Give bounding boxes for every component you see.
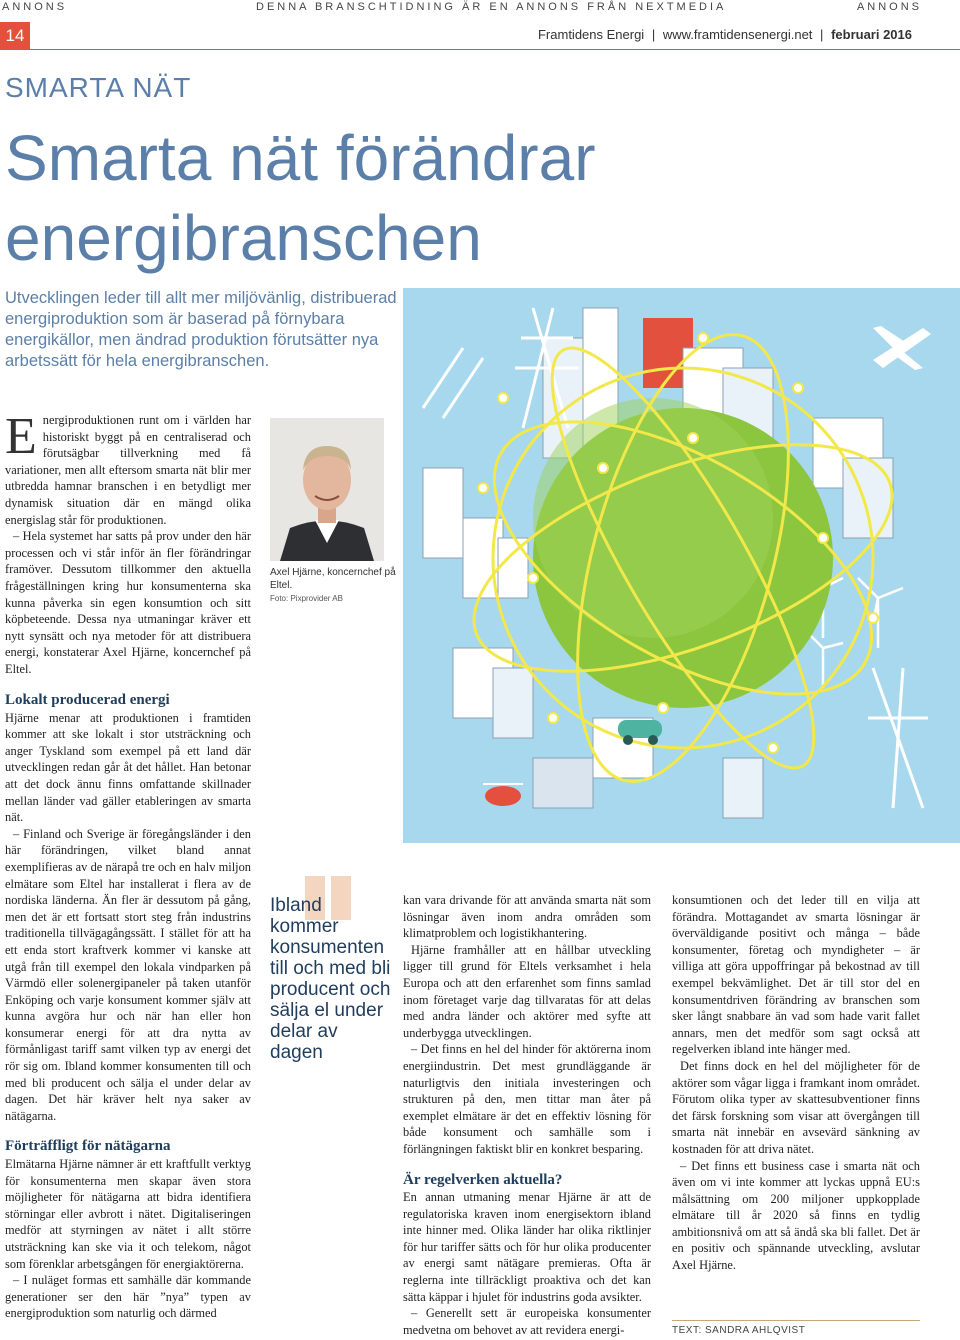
- ingress: Utvecklingen leder till allt mer miljövänlig, distribuerad energiproduktion som är baserad på förnybara energikällor, men ändrad produktion förutsätter nya arbetssätt för hela energibranschen.: [5, 289, 397, 370]
- paragraph: – I nuläget formas ett samhälle där kommande generationer ser den här ”nya” typen av energiproduktion som naturlig och därmed: [5, 1273, 251, 1321]
- smart-grid-illustration: [403, 288, 960, 843]
- paragraph: – Hela systemet har satts på prov under den här processen och vi står inför än fler förändringar framöver. Dessutom tillkommer den aktuella frågeställningen kring hur konsumenterna ska kunna påverka sin egen konsumtion och sitt köpbeteende. Dessa nya utmaningar kräver ett nytt synsätt och nya metoder för att distribuera energi, konstaterar Axel Hjärne, koncernchef på Eltel.: [5, 529, 251, 676]
- globe-illustration: [403, 288, 960, 843]
- subheading: Är regelverken aktuella?: [403, 1171, 563, 1188]
- page-header: [0, 22, 960, 50]
- paragraph: – Finland och Sverige är föregångsländer i den här förändringen, vilket bland annat exemplifieras av de närapå tre och en halv miljon elmätare som Eltel har installerat i flera av de nordiska länderna. Än fler är dessutom på gång, men det är ett fortsatt stort steg från industrins traditionella tillvägagångssätt. I stället för att ha ett enda stort kraftverk kommer vi kanske att utgå från till exempel den lokala vindparken på Värmdö eller solenergipaneler på taken utanför Enköping och varje konsument kommer själv att kunna avgöra hur och när han eller hon konsumerar energi för att dra nytta av förmånligast tariff samt vilken typ av energi det rör sig om. Ibland kommer konsumenten till och med bli producent och sälja el under delar av dagen. Det här kräver helt nya saker av nätägarna.: [5, 826, 251, 1123]
- headline: [5, 118, 705, 278]
- publication-website[interactable]: www.framtidensenergi.net: [662, 27, 813, 42]
- publication-name: Framtidens Energi: [537, 27, 645, 42]
- advert-notice: DENNA BRANSCHTIDNING ÄR EN ANNONS FRÅN NEXTMEDIA: [256, 1, 727, 13]
- subheading: Lokalt producerad energi: [5, 692, 170, 708]
- photo-credit: Foto: Pixprovider AB: [270, 594, 343, 603]
- issue-date: februari 2016: [831, 27, 912, 42]
- paragraph: kan vara drivande för att använda smarta nät som lösningar även inom andra områden som klimatproblem och logistikhantering.: [403, 893, 651, 941]
- publication-meta: [538, 27, 912, 42]
- page-number: 14: [0, 22, 30, 50]
- section-label: SMARTA NÄT: [5, 72, 192, 103]
- meta-separator: |: [820, 27, 824, 42]
- caption-text: Axel Hjärne, koncernchef på Eltel.: [270, 567, 396, 591]
- advert-banner: [0, 0, 960, 18]
- dropcap: E: [5, 408, 37, 465]
- header-rule: [30, 49, 960, 50]
- portrait-photo: [270, 418, 384, 561]
- advert-label-left: ANNONS: [2, 1, 68, 13]
- article-column-4: [672, 892, 920, 1274]
- article-column-1: [5, 692, 251, 1322]
- meta-separator: |: [651, 27, 656, 42]
- headline-line-1: Smarta nät förändrar: [5, 122, 596, 194]
- paragraph: Hjärne framhåller att en hållbar utveckling ligger till grund för Eltels verksamhet i hela Europa och att den erfarenhet som finns samlad inom företaget varje dag tillvaratas för att delas med andra länder och aktörer med syfte att underbygga utvecklingen.: [403, 942, 651, 1040]
- paragraph: Det finns dock en hel del möjligheter för de aktörer som vågar ligga i framkant inom området. Förutom olika typer av skattesubventioner finns det färsk forskning som visar att övergången till smarta nät innebär en avsevärd sänkning av kostnaden för att driva nätet.: [672, 1058, 920, 1156]
- byline: TEXT: SANDRA AHLQVIST: [672, 1325, 806, 1336]
- portrait-image: [270, 418, 384, 561]
- paragraph: – Det finns en hel del hinder för aktörerna inom energiindustrin. Det mest grundläggande är naturligtvis den initiala investeringen och strukturen på den, men tittar man åter på exemplet elmätare är det en effektiv lösning för både konsument och samhälle som i förlängningen faktiskt blir en konkret besparing.: [403, 1042, 651, 1156]
- byline-rule: [672, 1320, 920, 1321]
- subheading: Förträffligt för nätägarna: [5, 1138, 171, 1155]
- paragraph: nergiproduktionen runt om i världen har historiskt byggt på en centraliserad och förutsägbar tillverkning med få variationer, men allt eftersom smarta nät blir mer utbredda hamnar branschen i en betydligt mer dynamisk situation där en mängd olika energislag står för produktionen.: [5, 413, 251, 527]
- paragraph: konsumtionen och det leder till en vilja att förändra. Mottagandet av smarta lösningar är överväldigande positivt och många – både konsumenter, företag och myndigheter – är villiga att göra uppoffringar på bekostnad av till exempel bekvämlighet. Det är till stor del en konsumentdriven förändring av branschen som sker långt snabbare än vad som hade varit fallet annars, men det medför som sagt också att regelverken ibland inte hänger med.: [672, 893, 920, 1057]
- paragraph: – Det finns ett business case i smarta nät och även om vi inte kommer att lyckas uppnå EU:s målsättning om 200 miljoner uppkopplade elmätare till år 2020 så finns en tydlig ambitionsnivå om att så ändå ska bli fallet. Det är en positiv och spännande utveckling, avslutar Axel Hjärne.: [672, 1158, 920, 1273]
- headline-line-2: energibranschen: [5, 202, 482, 274]
- paragraph: En annan utmaning menar Hjärne är att de regulatoriska kraven inom energisektorn ibland inte hinner med. Olika länder har olika riktlinjer för hur tariffer sätts och för hur olika producenter av energi samt nätägare premieras. Ofta är reglerna inte tillräckligt proaktiva och det kan sätta käppar i hjulet för industrins goda avsikter.: [403, 1190, 651, 1304]
- paragraph: Hjärne menar att produktionen i framtiden kommer att ske lokalt i stor utsträckning och anger Tyskland som exempel på ett land där utvecklingen redan går åt det hållet. Han betonar att det dock ännu finns omfattande skillnader mellan länder vad gäller etableringen av smarta nät.: [5, 710, 251, 825]
- article-intro: [5, 408, 251, 678]
- pull-quote: Ibland kommer konsumenten till och med bli producent och sälja el under delar av dagen: [270, 895, 391, 1063]
- photo-caption: [270, 566, 400, 605]
- paragraph: – Generellt sett är europeiska konsumenter medvetna om behovet av att revidera energi-: [403, 1306, 651, 1337]
- advert-label-right: ANNONS: [856, 1, 922, 13]
- article-column-3: [403, 892, 651, 1338]
- paragraph: Elmätarna Hjärne nämner är ett kraftfullt verktyg för konsumenterna men skapar även stora möjligheter för nätägarna att bidra identifiera störningar eller avbrott i nätet. Digitaliseringen medför att styrningen av nätet i allt större utsträckning kan ske via it och telekom, något som förenklar arbetsgången för energiaktörerna.: [5, 1157, 251, 1271]
